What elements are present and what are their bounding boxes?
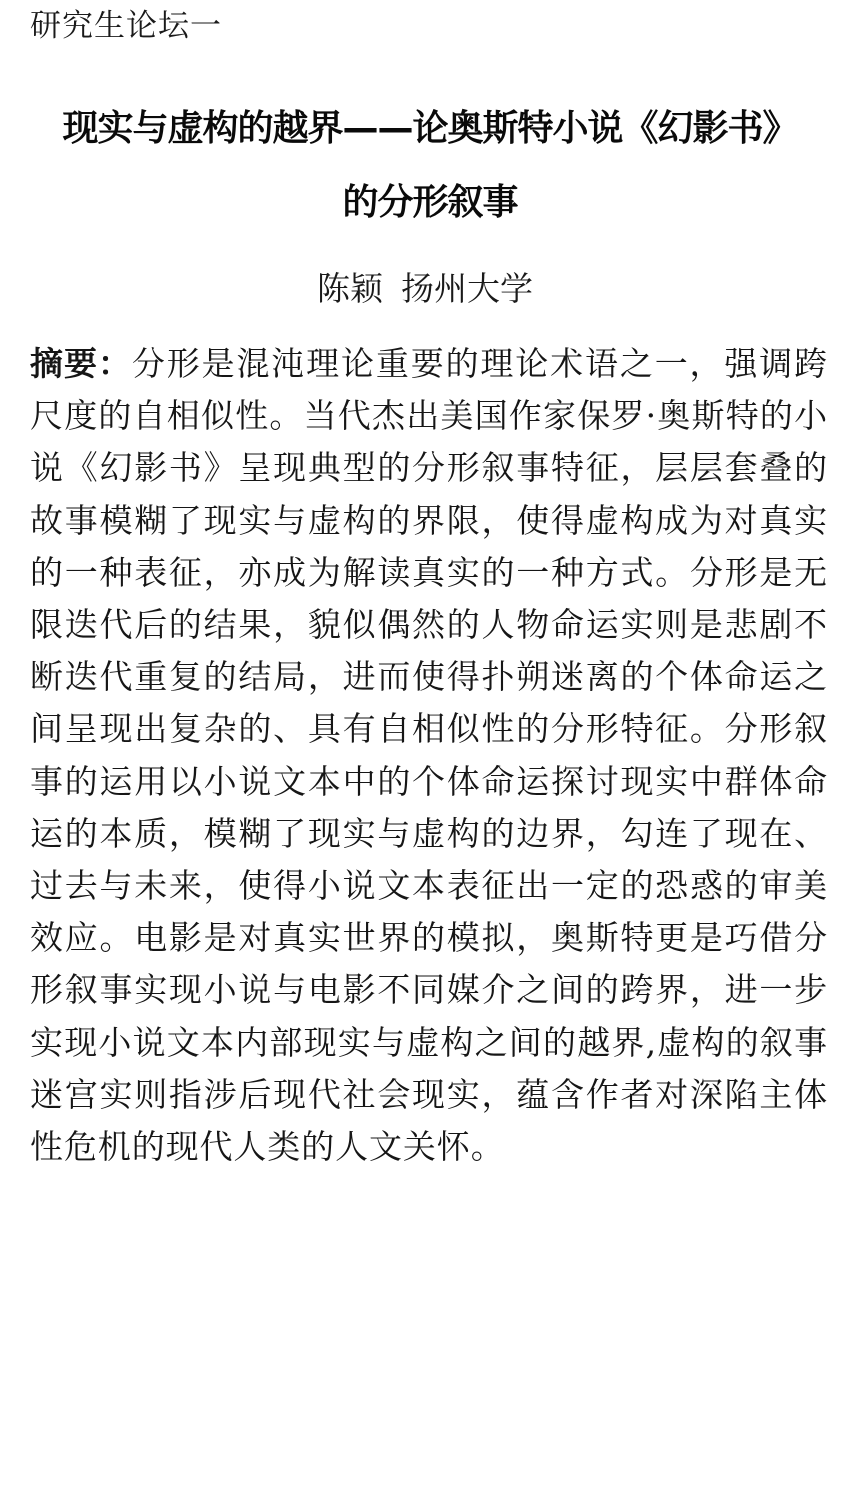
section-label: 研究生论坛一: [30, 8, 222, 44]
abstract: [30, 338, 828, 1173]
abstract-text: 分形是混沌理论重要的理论术语之一，强调跨尺度的自相似性。当代杰出美国作家保罗·奥斯特的小说《幻影书》呈现典型的分形叙事特征，层层套叠的故事模糊了现实与虚构的界限，使得虚构成为对真实的一种表征，亦成为解读真实的一种方式。分形是无限迭代后的结果，貌似偶然的人物命运实则是悲剧不断迭代重复的结局，进而使得扑朔迷离的个体命运之间呈现出复杂的、具有自相似性的分形特征。分形叙事的运用以小说文本中的个体命运探讨现实中群体命运的本质，模糊了现实与虚构的边界，勾连了现在、过去与未来，使得小说文本表征出一定的恐惑的审美效应。电影是对真实世界的模拟，奥斯特更是巧借分形叙事实现小说与电影不同媒介之间的跨界，进一步实现小说文本内部现实与虚构之间的越界,虚构的叙事迷宫实则指涉后现代社会现实，蕴含作者对深陷主体性危机的现代人类的人文关怀。: [30, 344, 829, 1167]
title-line-2: 的分形叙事: [342, 182, 518, 223]
author-affiliation: 扬州大学: [401, 269, 533, 308]
author-line: [0, 266, 850, 312]
title-line-1: 现实与虚构的越界——论奥斯特小说《幻影书》: [62, 108, 798, 149]
abstract-label: 摘要：: [30, 344, 132, 383]
article-title: [20, 92, 840, 240]
author-name: 陈颖: [317, 269, 383, 308]
